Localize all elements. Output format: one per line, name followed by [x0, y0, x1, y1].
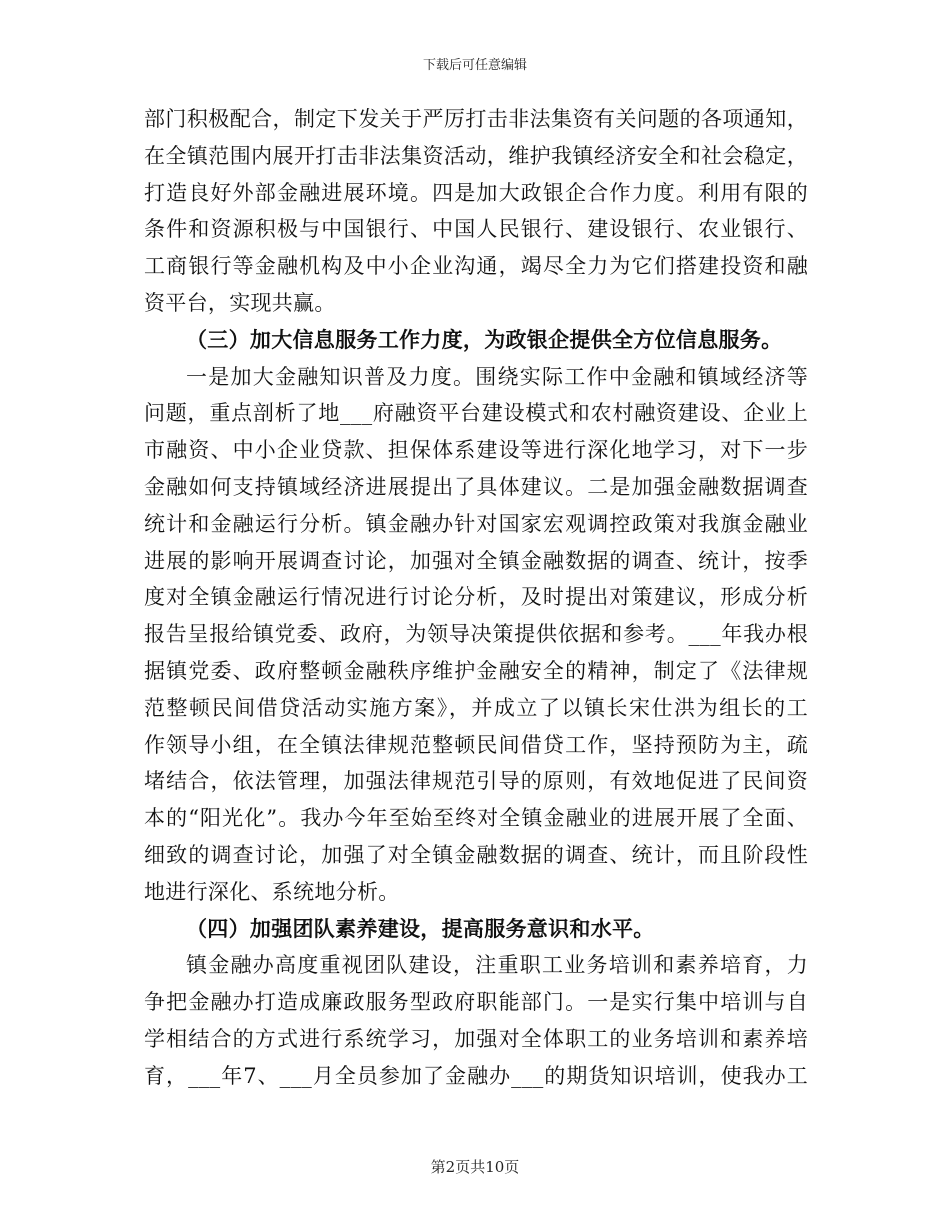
text-line: 据镇党委、政府整顿金融秩序维护金融安全的精神，制定了《法律规 [144, 658, 808, 683]
text-line: 一是加大金融知识普及力度。围绕实际工作中金融和镇域经济等 [186, 364, 808, 389]
text-line: 育，___年7、___月全员参加了金融办___的期货知识培训，使我办工 [144, 1063, 808, 1088]
text-line: 学相结合的方式进行系统学习，加强对全体职工的业务培训和素养培 [144, 1026, 808, 1051]
text-line: 资平台，实现共赢。 [144, 290, 336, 315]
text-line: 报告呈报给镇党委、政府，为领导决策提供依据和参考。___年我办根 [144, 622, 808, 647]
text-line: 进展的影响开展调查讨论，加强对全镇金融数据的调查、统计，按季 [144, 548, 808, 573]
text-line: 统计和金融运行分析。镇金融办针对国家宏观调控政策对我旗金融业 [144, 511, 808, 536]
text-line: 工商银行等金融机构及中小企业沟通，竭尽全力为它们搭建投资和融 [144, 254, 808, 279]
section-heading: （四）加强团队素养建设，提高服务意识和水平。 [186, 915, 655, 941]
text-line: 地进行深化、系统地分析。 [144, 879, 400, 904]
page-header: 下载后可任意编辑 [422, 58, 527, 73]
text-line: 问题，重点剖析了地___府融资平台建设模式和农村融资建设、企业上 [144, 401, 808, 426]
text-line: 市融资、中小企业贷款、担保体系建设等进行深化地学习，对下一步 [144, 438, 808, 463]
section-heading: （三）加大信息服务工作力度，为政银企提供全方位信息服务。 [186, 326, 783, 352]
text-line: 金融如何支持镇域经济进展提出了具体建议。二是加强金融数据调查 [144, 474, 808, 499]
body-text [144, 101, 808, 1095]
text-line: 镇金融办高度重视团队建设，注重职工业务培训和素养培育，力 [186, 953, 808, 978]
text-line: 度对全镇金融运行情况进行讨论分析，及时提出对策建议，形成分析 [144, 585, 808, 610]
text-line: 部门积极配合，制定下发关于严厉打击非法集资有关问题的各项通知， [144, 107, 808, 131]
text-line: 打造良好外部金融进展环境。四是加大政银企合作力度。利用有限的 [144, 180, 808, 205]
text-line: 作领导小组，在全镇法律规范整顿民间借贷工作，坚持预防为主，疏 [144, 732, 808, 757]
text-line: 细致的调查讨论，加强了对全镇金融数据的调查、统计，而且阶段性 [144, 842, 808, 867]
text-line: 条件和资源积极与中国银行、中国人民银行、建设银行、农业银行、 [144, 217, 808, 242]
text-line: 在全镇范围内展开打击非法集资活动，维护我镇经济安全和社会稳定， [144, 143, 808, 168]
text-line: 争把金融办打造成廉政服务型政府职能部门。一是实行集中培训与自 [144, 990, 808, 1015]
text-line: 堵结合，依法管理，加强法律规范引导的原则，有效地促进了民间资 [144, 769, 808, 794]
text-line: 本的“阳光化”。我办今年至始至终对全镇金融业的进展开展了全面、 [144, 806, 808, 831]
page-footer: 第2页共10页 [430, 1158, 520, 1176]
text-line: 范整顿民间借贷活动实施方案》，并成立了以镇长宋仕洪为组长的工 [144, 695, 808, 720]
